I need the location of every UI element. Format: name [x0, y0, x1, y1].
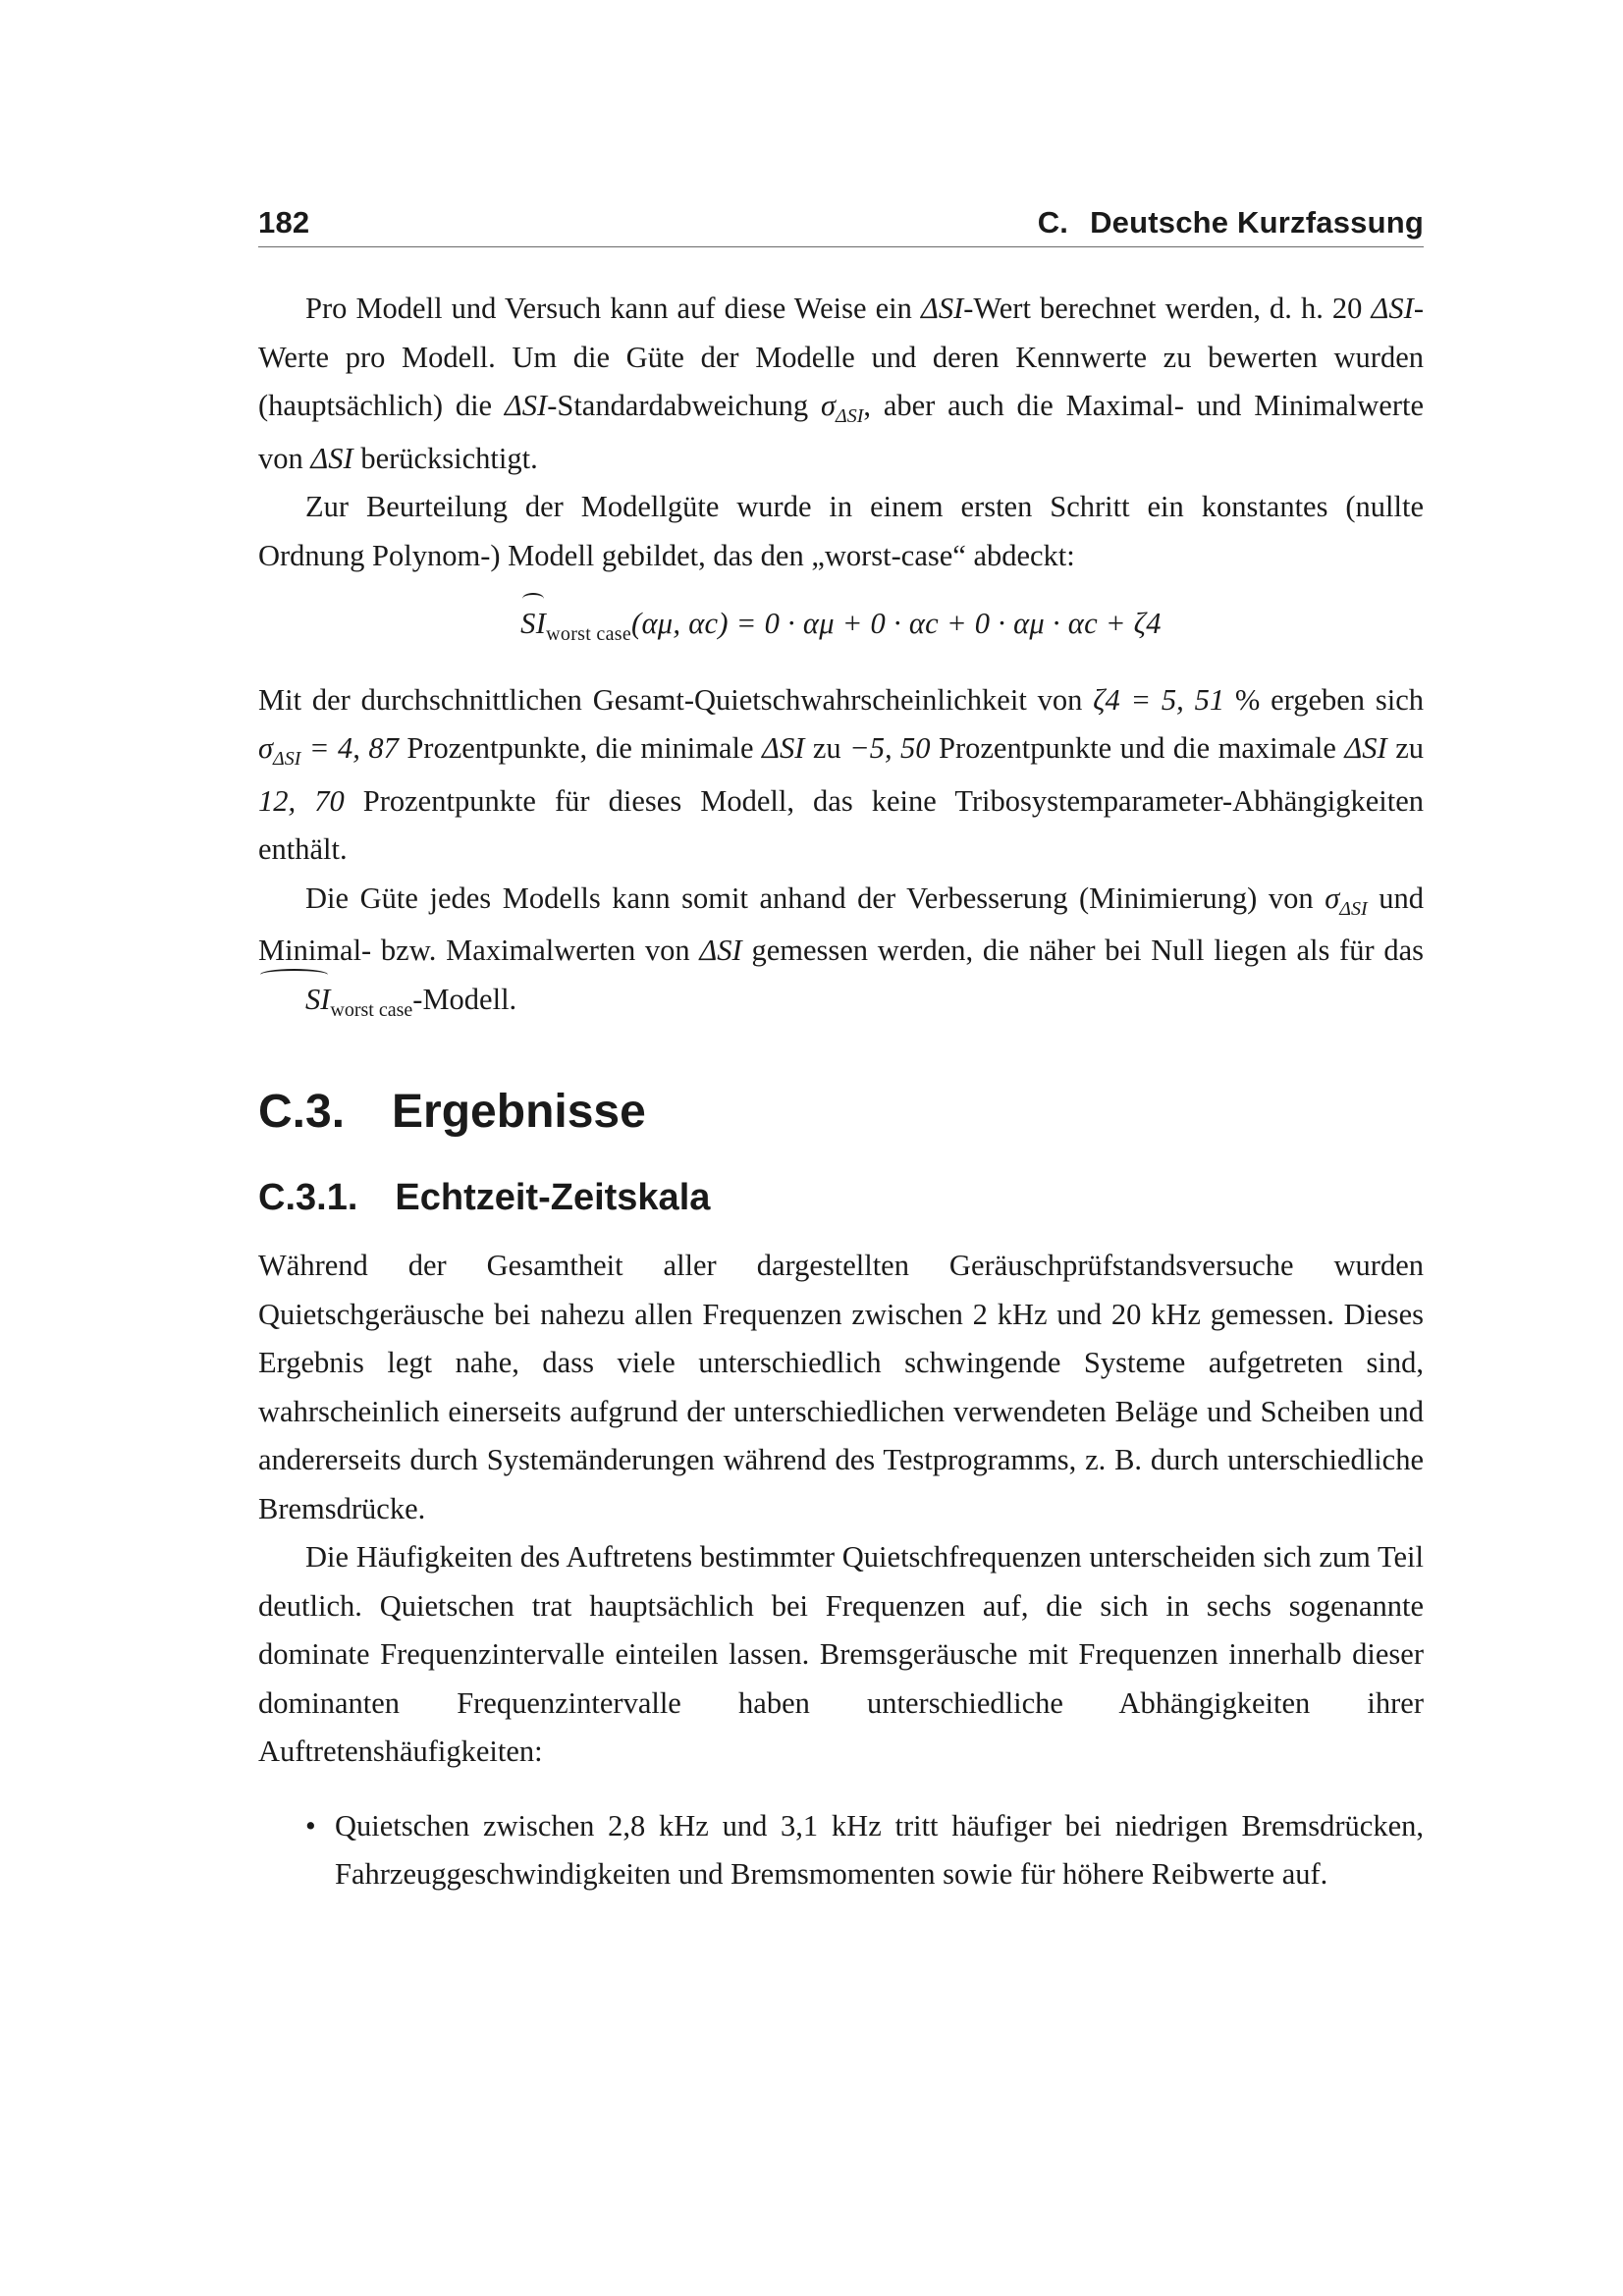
paragraph-frequencies: Während der Gesamtheit aller dargestellten Geräuschprüfstandsversuche wurden Quietschgeräusche bei nahezu allen Frequenzen zwischen 2 kHz und 20 kHz gemessen. Dieses Ergebnis legt nahe, dass viele unterschiedlich schwingende Systeme aufgetreten sind, wahrscheinlich einerseits aufgrund der unterschiedlichen verwendeten Beläge und Scheiben und andererseits durch Systemänderungen während des Testprogramms, z. B. durch unterschiedliche Bremsdrücke. [258, 1249, 1424, 1525]
paragraph-worst-case-results: Mit der durchschnittlichen Gesamt-Quietschwahrscheinlichkeit von ζ4 = 5, 51 % ergeben sich $\sigma_{\Delta SI} = 4$, 87 Prozentpunkte, die minimale ΔSI zu −5, 50 Prozentpunkte und die maximale ΔSI zu 12, 70 Prozentpunkte für dieses Modell, das keine Tribosystemparameter-Abhängigkeiten enthält. [258, 682, 1425, 866]
paragraph-frequency-intervals: Die Häufigkeiten des Auftretens bestimmter Quietschfrequenzen unterscheiden sich zum Teil deutlich. Quietschen trat hauptsächlich bei Frequenzen auf, die sich in sechs sogenannte dominate Frequenzintervalle einteilen lassen. Bremsgeräusche mit Frequenzen innerhalb dieser dominanten Frequenzintervalle haben unterschiedliche Abhängigkeiten ihrer Auftretenshäufigkeiten: [258, 1540, 1424, 1768]
running-header [258, 191, 1424, 247]
chapter-heading [1038, 205, 1424, 240]
section-heading [258, 1085, 1424, 1140]
paragraph-model-goodness: Die Güte jedes Modells kann somit anhand der Verbesserung (Minimierung) von $\sigma_{\Delta SI}$ und Minimal- bzw. Maximalwerten von ΔSI gemessen werden, die näher bei Null liegen als für das $SI_{worst case}$-Modell. [258, 875, 1424, 1029]
chapter-title: Deutsche Kurzfassung [1090, 205, 1424, 240]
paragraph-delta-si: Pro Modell und Versuch kann auf diese Weise ein ΔSI-Wert berechnet werden, d. h. 20 ΔSI-Werte pro Modell. Um die Güte der Modelle und deren Kennwerte zu bewerten wurden (hauptsächlich) die ΔSI-Standardabweichung $\sigma_{\Delta SI}$, aber auch die Maximal- und Minimalwerte von ΔSI berücksichtigt. [258, 292, 1425, 475]
chapter-number: C. [1037, 205, 1069, 240]
paragraph-model-quality: Zur Beurteilung der Modellgüte wurde in einem ersten Schritt ein konstantes (nullte Ordnung Polynom-) Modell gebildet, das den „worst-case“ abdeckt: [258, 490, 1424, 572]
page-number: 182 [258, 205, 310, 240]
page [258, 191, 1424, 1899]
list-item: • Quietschen zwischen 2,8 kHz und 3,1 kHz tritt häufiger bei niedrigen Bremsdrücken, Fahrzeuggeschwindigkeiten und Bremsmomenten sowie für höhere Reibwerte auf. [305, 1802, 1424, 1899]
section-title: Ergebnisse [392, 1086, 646, 1138]
body-text [258, 285, 1424, 1899]
subsection-number: C.3.1. [258, 1177, 358, 1218]
subsection-heading [258, 1175, 1424, 1220]
bullet-list [258, 1802, 1424, 1899]
subsection-title: Echtzeit-Zeitskala [395, 1177, 711, 1218]
equation-worst-case: $SI_{worst case}(\alpha\mu$, αc) = 0 · αμ + 0 · αc + 0 · αμ · αc + ζ4 [258, 600, 1424, 653]
section-number: C.3. [258, 1086, 346, 1138]
